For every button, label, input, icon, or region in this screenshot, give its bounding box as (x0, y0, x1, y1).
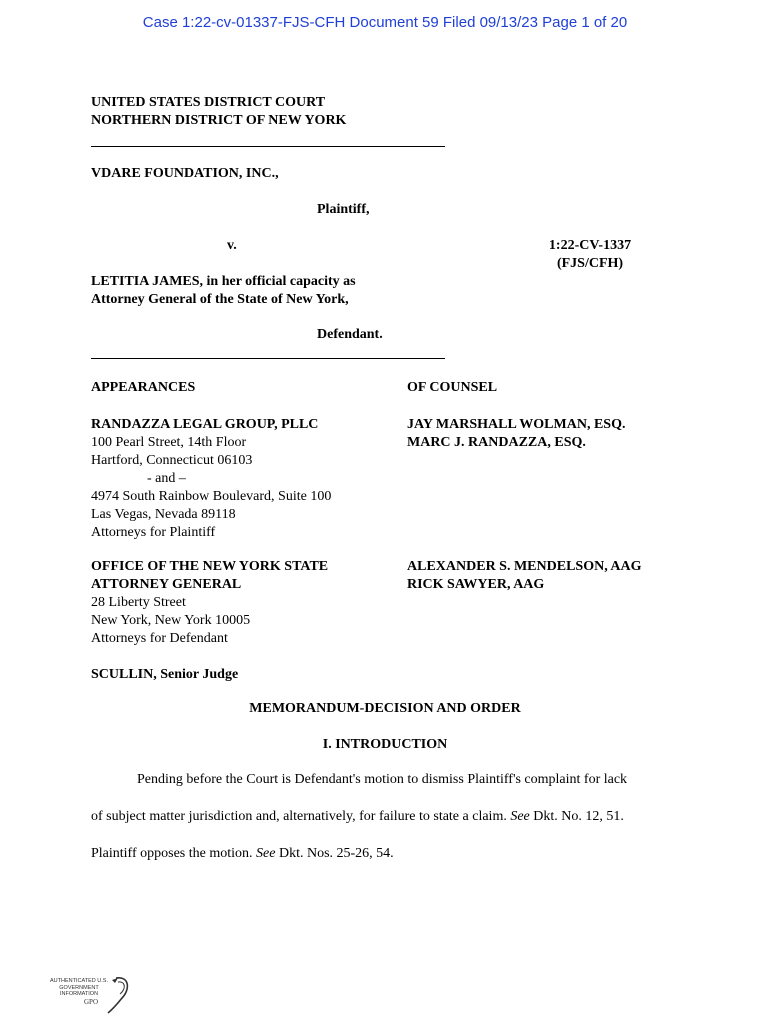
case-number-block (545, 237, 635, 273)
defendant-name-line-1: LETITIA JAMES, in her official capacity as (91, 274, 356, 289)
plaintiff-address-line: Hartford, Connecticut 06103 (91, 453, 253, 468)
versus: v. (227, 238, 237, 253)
plaintiff-address-line: 100 Pearl Street, 14th Floor (91, 435, 247, 450)
plaintiff-address-line: Las Vegas, Nevada 89118 (91, 507, 236, 522)
defendant-name (91, 273, 356, 309)
defendant-address-line: New York, New York 10005 (91, 613, 251, 628)
plaintiff-firm-name: RANDAZZA LEGAL GROUP, PLLC (91, 417, 319, 432)
defendant-address-line: Attorneys for Defendant (91, 631, 228, 646)
document-title: MEMORANDUM-DECISION AND ORDER (249, 701, 521, 716)
plaintiff-of-counsel-block (407, 416, 625, 452)
paragraph-text: Plaintiff opposes the motion. (91, 846, 257, 861)
paragraph-line-2 (91, 809, 624, 825)
plaintiff-address-line: 4974 South Rainbow Boulevard, Suite 100 (91, 489, 332, 504)
defendant-firm-line-1: OFFICE OF THE NEW YORK STATE (91, 559, 329, 574)
plaintiff-attorney: MARC J. RANDAZZA, ESQ. (407, 435, 586, 450)
plaintiff-address-line: Attorneys for Plaintiff (91, 525, 216, 540)
gpo-eagle-icon (44, 972, 134, 1016)
court-name-line-2: NORTHERN DISTRICT OF NEW YORK (91, 113, 347, 128)
plaintiff-attorney: JAY MARSHALL WOLMAN, ESQ. (407, 417, 626, 432)
paragraph-line-3 (91, 846, 394, 862)
defendant-attorney: RICK SAWYER, AAG (407, 577, 545, 592)
appearances-heading: APPEARANCES (91, 380, 196, 395)
defendant-attorney: ALEXANDER S. MENDELSON, AAG (407, 559, 642, 574)
gpo-authentication-seal (44, 972, 134, 1016)
court-name (91, 94, 346, 130)
case-number: 1:22-CV-1337 (548, 238, 632, 253)
defendant-counsel-firm-block (91, 558, 328, 648)
gpo-seal-text: AUTHENTICATED U.S. GOVERNMENT INFORMATION (50, 978, 108, 997)
caption-rule-bottom (91, 358, 445, 359)
case-header-line: Case 1:22-cv-01337-FJS-CFH Document 59 Filed 09/13/23 Page 1 of 20 (142, 14, 628, 31)
defendant-name-line-2: Attorney General of the State of New York, (91, 292, 349, 307)
paragraph-text: Dkt. Nos. 25-26, 54. (275, 846, 394, 861)
plaintiff-counsel-firm-block (91, 416, 331, 542)
defendant-role: Defendant. (317, 327, 383, 342)
judge-line: SCULLIN, Senior Judge (91, 667, 239, 682)
section-heading: I. INTRODUCTION (322, 737, 448, 752)
gpo-mark: GPO (84, 998, 99, 1006)
paragraph-text: of subject matter jurisdiction and, alternatively, for failure to state a claim. (91, 809, 511, 824)
plaintiff-address-line: - and – (147, 471, 186, 486)
of-counsel-heading: OF COUNSEL (407, 380, 498, 395)
caption-rule-top (91, 146, 445, 147)
plaintiff-name: VDARE FOUNDATION, INC., (91, 166, 279, 181)
plaintiff-role: Plaintiff, (317, 202, 370, 217)
see-signal: See (256, 846, 276, 861)
defendant-firm-line-2: ATTORNEY GENERAL (91, 577, 242, 592)
paragraph-line-1: Pending before the Court is Defendant's motion to dismiss Plaintiff's complaint for lack (137, 772, 628, 787)
case-judges: (FJS/CFH) (556, 256, 624, 271)
court-name-line-1: UNITED STATES DISTRICT COURT (91, 95, 326, 110)
paragraph-text: Dkt. No. 12, 51. (529, 809, 624, 824)
defendant-address-line: 28 Liberty Street (91, 595, 186, 610)
defendant-of-counsel-block (407, 558, 642, 594)
see-signal: See (510, 809, 530, 824)
